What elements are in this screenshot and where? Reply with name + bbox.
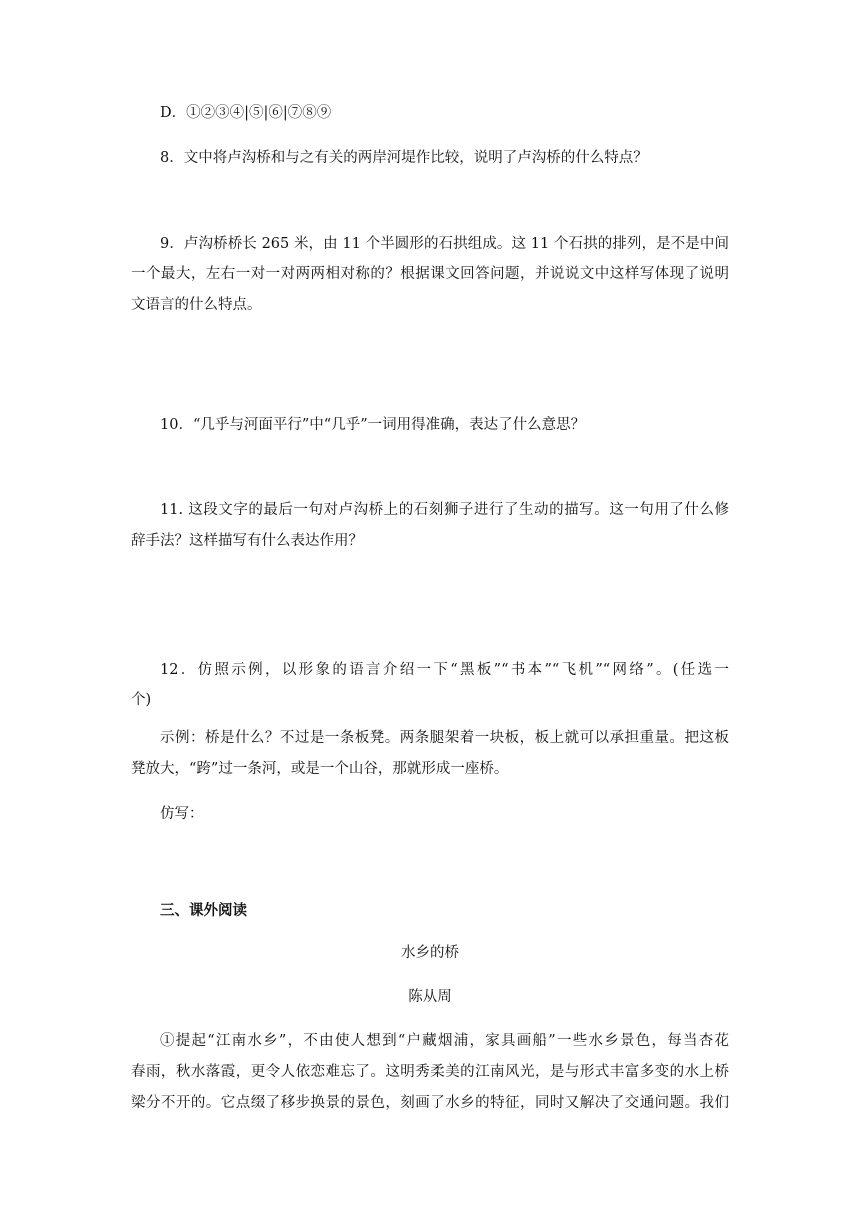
question-11-line-2: 辞手法？这样描写有什么表达作用？: [131, 533, 363, 549]
question-12-line-2: 个): [131, 692, 152, 708]
paragraph-1-line-3: 梁分不开的。它点缀了移步换景的景色，刻画了水乡的特征，同时又解决了交通问题。我们: [131, 1095, 729, 1111]
imitate-label: 仿写：: [160, 806, 204, 822]
example-line-1: 示例：桥是什么？不过是一条板凳。两条腿架着一块板，板上就可以承担重量。把这板: [160, 730, 729, 746]
question-8: 8．文中将卢沟桥和与之有关的两岸河堤作比较，说明了卢沟桥的什么特点？: [160, 150, 648, 166]
paragraph-1-line-1: ①提起“江南水乡”，不由使人想到“户藏烟浦，家具画船”一些水乡景色，每当杏花: [160, 1033, 729, 1049]
question-9-line-3: 文语言的什么特点。: [131, 297, 262, 313]
paragraph-1-line-2: 春雨，秋水落霞，更令人依恋难忘了。这明秀柔美的江南风光，是与形式丰富多变的水上桥: [131, 1064, 729, 1080]
question-10: 10．“几乎与河面平行”中“几乎”一词用得准确，表达了什么意思？: [160, 417, 586, 433]
article-title: 水乡的桥: [401, 945, 459, 961]
example-line-2: 凳放大，“跨”过一条河，或是一个山谷，那就形成一座桥。: [131, 761, 509, 777]
section-heading: 三、课外阅读: [160, 902, 247, 919]
article-author: 陈从周: [408, 989, 452, 1005]
question-9-line-1: 9．卢沟桥桥长 265 米，由 11 个半圆形的石拱组成。这 11 个石拱的排列，是不是中间: [160, 236, 729, 252]
question-11-line-1: 11. 这段文字的最后一句对卢沟桥上的石刻狮子进行了生动的描写。这一句用了什么修: [160, 502, 729, 518]
option-d: D．①②③④|⑤|⑥|⑦⑧⑨: [160, 105, 332, 121]
question-12-line-1: 12．仿照示例，以形象的语言介绍一下“黑板”“书本”“飞机”“网络”。(任选一: [160, 662, 729, 678]
question-9-line-2: 一个最大，左右一对一对两两相对称的？根据课文回答问题，并说说文中这样写体现了说明: [131, 266, 729, 282]
